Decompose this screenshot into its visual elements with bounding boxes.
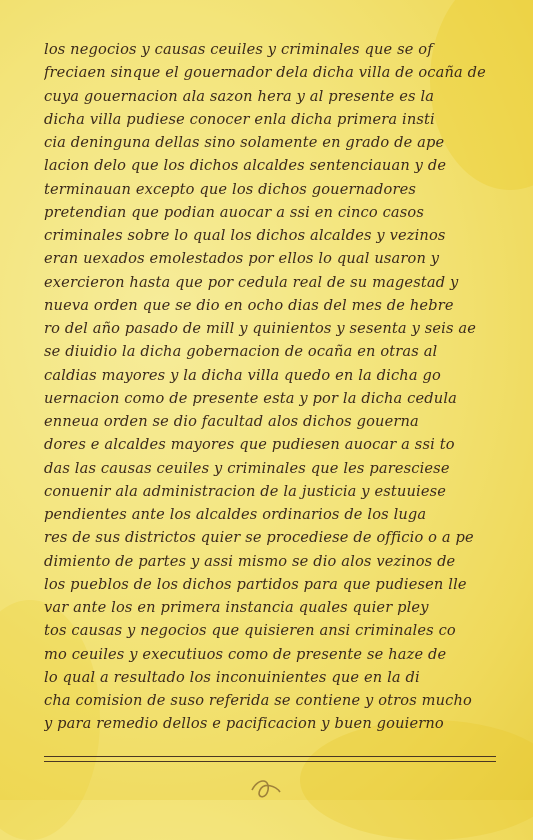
- manuscript-line: dimiento de partes y assi mismo se dio alos vezinos de: [44, 552, 456, 570]
- manuscript-line: pretendian que podian auocar a ssi en cinco casos: [44, 203, 424, 221]
- manuscript-line: freciaen sinque el gouernador dela dicha villa de ocaña de: [44, 64, 486, 82]
- manuscript-line: dores e alcaldes mayores que pudiesen auocar a ssi to: [44, 436, 455, 454]
- manuscript-line: uernacion como de presente esta y por la dicha cedula: [44, 389, 457, 407]
- closing-rule: [44, 756, 496, 757]
- manuscript-line: caldias mayores y la dicha villa quedo en la dicha go: [44, 366, 441, 384]
- manuscript-line: cuya gouernacion ala sazon hera y al presente es la: [44, 87, 435, 105]
- manuscript-line: los pueblos de los dichos partidos para que pudiesen lle: [44, 575, 467, 593]
- parchment-stain: [300, 720, 533, 840]
- manuscript-line: conuenir ala administracion de la justicia y estuuiese: [44, 482, 447, 500]
- manuscript-line: y para remedio dellos e pacificacion y buen gouierno: [44, 715, 444, 733]
- manuscript-line: los negocios y causas ceuiles y criminales que se of: [44, 41, 433, 58]
- manuscript-line: mo ceuiles y executiuos como de presente se haze de: [44, 645, 447, 663]
- manuscript-line: lo qual a resultado los inconuinientes que en la di: [44, 668, 420, 686]
- closing-rule: [44, 761, 496, 762]
- manuscript-line: se diuidio la dicha gobernacion de ocaña en otras al: [44, 343, 438, 361]
- manuscript-line: dicha villa pudiese conocer enla dicha primera insti: [44, 110, 435, 128]
- manuscript-line: criminales sobre lo qual los dichos alcaldes y vezinos: [44, 227, 446, 244]
- manuscript-text: [44, 38, 496, 736]
- manuscript-line: exercieron hasta que por cedula real de su magestad y: [44, 273, 459, 291]
- manuscript-line: cia deninguna dellas sino solamente en grado de ape: [44, 134, 445, 151]
- manuscript-line: nueva orden que se dio en ocho dias del mes de hebre: [44, 296, 454, 314]
- flourish-mark: [246, 768, 286, 808]
- manuscript-line: lacion delo que los dichos alcaldes sentenciauan y de: [44, 157, 447, 175]
- manuscript-line: das las causas ceuiles y criminales que les paresciese: [44, 459, 450, 477]
- manuscript-line: pendientes ante los alcaldes ordinarios de los luga: [44, 506, 427, 523]
- manuscript-line: eran uexados emolestados por ellos lo qual usaron y: [44, 250, 440, 268]
- manuscript-line: tos causas y negocios que quisieren ansi criminales co: [44, 622, 456, 640]
- manuscript-line: cha comision de suso referida se contiene y otros mucho: [44, 692, 472, 709]
- manuscript-line: res de sus districtos quier se procediese de officio o a pe: [44, 529, 474, 547]
- manuscript-line: var ante los en primera instancia quales quier pley: [44, 599, 429, 616]
- manuscript-line: terminauan excepto que los dichos gouernadores: [44, 180, 416, 198]
- manuscript-line: enneua orden se dio facultad alos dichos gouerna: [44, 413, 419, 430]
- manuscript-line: ro del año pasado de mill y quinientos y sesenta y seis ae: [44, 320, 477, 337]
